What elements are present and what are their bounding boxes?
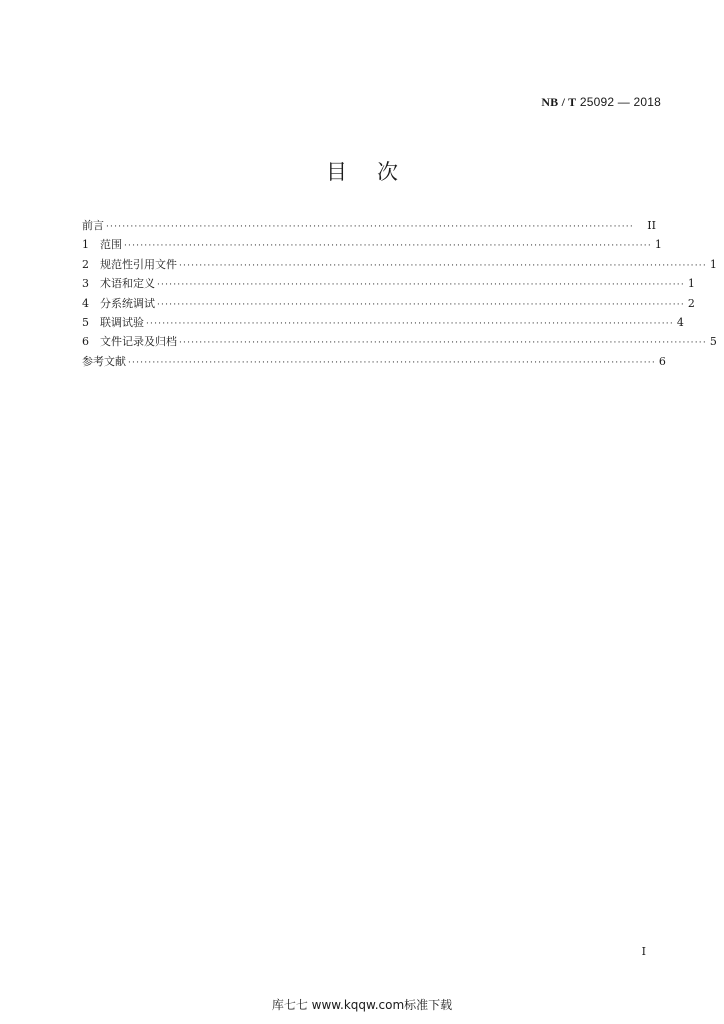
toc-leader: ··································································································································: [106, 222, 634, 232]
standard-number: 25092 — 2018: [579, 95, 661, 109]
table-of-contents: [82, 216, 717, 371]
toc-number: 5: [82, 315, 89, 329]
toc-leader: ··································································································································: [124, 241, 652, 252]
toc-entry-subsystem-debugging[interactable]: [82, 294, 695, 313]
toc-number: 1: [82, 238, 89, 252]
toc-number: 6: [82, 335, 89, 349]
toc-page: 6: [658, 354, 666, 368]
toc-leader: ··································································································································: [179, 338, 707, 349]
toc-entry-normative-references[interactable]: [82, 255, 717, 274]
toc-leader: ··································································································································: [157, 299, 685, 310]
toc-entry-terms-definitions[interactable]: [82, 274, 695, 293]
toc-entry-joint-test[interactable]: [82, 313, 684, 332]
toc-entry-bibliography[interactable]: [82, 352, 666, 371]
toc-leader: ··································································································································: [179, 260, 707, 271]
toc-page: 2: [687, 296, 695, 310]
page-title: 目次: [326, 160, 428, 184]
toc-leader: ··································································································································: [146, 318, 674, 329]
toc-page: 1: [654, 238, 662, 252]
toc-entry-scope[interactable]: [82, 235, 662, 254]
toc-label: 文件记录及归档: [100, 335, 177, 349]
toc-label: 参考文献: [82, 354, 126, 368]
toc-number: 2: [82, 257, 89, 271]
footer-watermark: 库七七 www.kqqw.com标准下载: [271, 998, 453, 1012]
standard-code: [541, 95, 661, 110]
toc-label: 规范性引用文件: [100, 257, 177, 271]
toc-number: 3: [82, 277, 89, 291]
standard-prefix: NB / T: [541, 95, 577, 109]
toc-label: 联调试验: [100, 315, 144, 329]
toc-label: 范围: [100, 238, 122, 252]
toc-entry-records-archiving[interactable]: [82, 332, 717, 351]
toc-label: 术语和定义: [100, 277, 155, 291]
page-number: I: [641, 945, 646, 958]
toc-page: II: [647, 219, 656, 232]
toc-label: 前言: [82, 219, 104, 232]
toc-page: 4: [676, 315, 684, 329]
toc-label: 分系统调试: [100, 296, 155, 310]
toc-leader: ··································································································································: [128, 357, 656, 368]
toc-page: 1: [687, 277, 695, 291]
toc-leader: ··································································································································: [157, 280, 685, 291]
toc-entry-preface[interactable]: [82, 216, 656, 235]
toc-number: 4: [82, 296, 89, 310]
toc-page: 5: [709, 335, 717, 349]
toc-page: 1: [709, 257, 717, 271]
